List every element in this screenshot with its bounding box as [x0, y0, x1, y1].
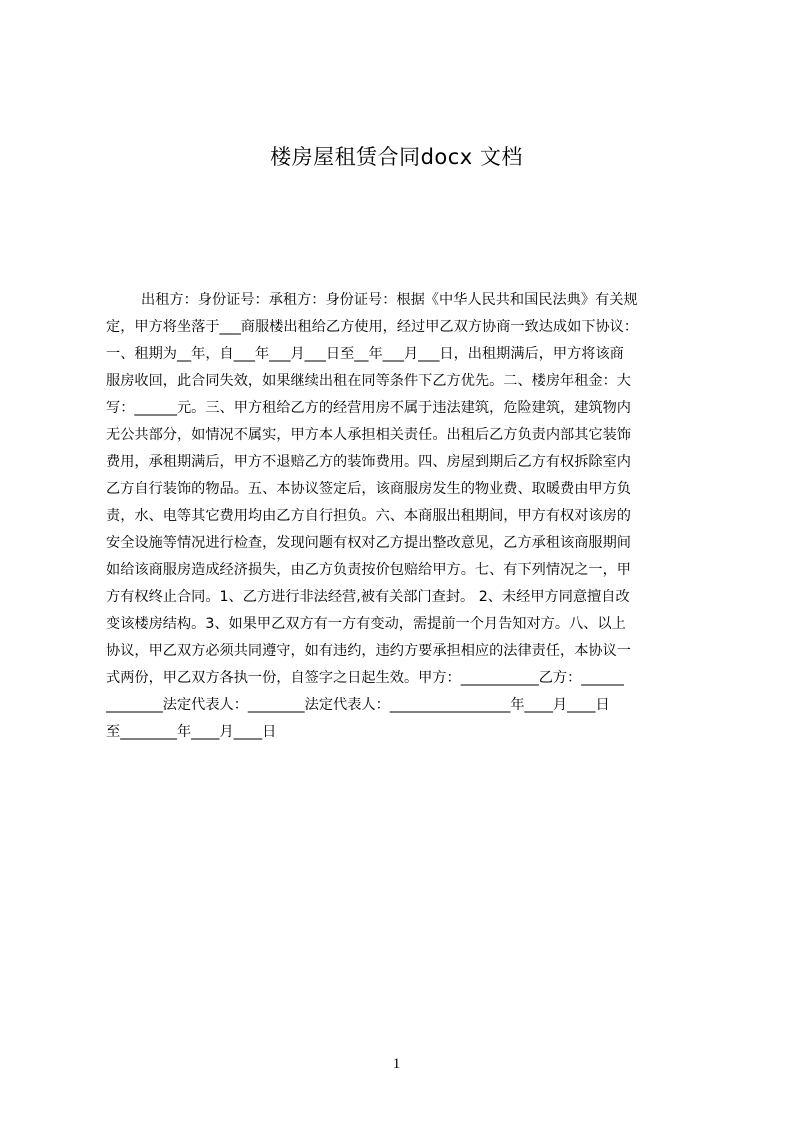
document-title: 楼房屋租赁合同docx 文档	[270, 145, 523, 169]
body-line: 安全设施等情况进行检查，发现问题有权对乙方提出整改意见，乙方承租该商服期间	[106, 535, 631, 551]
body-line: 式两份，甲乙双方各执一份，自签字之日起生效。甲方：___________乙方：______	[106, 670, 624, 686]
body-line: 协议，甲乙双方必须共同遵守，如有违约，违约方要承担相应的法律责任，本协议一	[106, 643, 631, 659]
body-line: 费用，承租期满后，甲方不退赔乙方的装饰费用。四、房屋到期后乙方有权拆除室内	[106, 454, 631, 470]
body-line: 乙方自行装饰的物品。五、本协议签定后，该商服房发生的物业费、取暖费由甲方负	[106, 481, 631, 497]
page-number: 1	[392, 1056, 401, 1072]
body-line: 写：______元。三、甲方租给乙方的经营用房不属于违法建筑，危险建筑，建筑物内	[106, 400, 631, 416]
body-line: 无公共部分，如情况不属实，甲方本人承担相关责任。出租后乙方负责内部其它装饰	[106, 427, 631, 443]
body-line: 一、租期为__年，自___年___月___日至__年___月___日，出租期满后，甲方将该商	[106, 346, 624, 362]
body-line: 至________年____月____日	[106, 724, 277, 740]
body-line: 责，水、电等其它费用均由乙方自行担负。六、本商服出租期间，甲方有权对该房的	[106, 508, 631, 524]
contract-body	[106, 290, 700, 749]
body-line: ________法定代表人：________法定代表人：_________________年____月____日	[106, 697, 610, 713]
body-line: 方有权终止合同。1、乙方进行非法经营,被有关部门查封。 2、未经甲方同意擅自改	[106, 589, 630, 605]
body-line: 定，甲方将坐落于___商服楼出租给乙方使用，经过甲乙双方协商一致达成如下协议：	[106, 319, 639, 335]
body-line: 服房收回，此合同失效，如果继续出租在同等条件下乙方优先。二、楼房年租金：大	[106, 373, 631, 389]
body-line: 变该楼房结构。3、如果甲乙双方有一方有变动，需提前一个月告知对方。八、以上	[106, 616, 626, 632]
body-line: 如给该商服房造成经济损失，由乙方负责按价包赔给甲方。七、有下列情况之一，甲	[106, 562, 631, 578]
body-line: 出租方：身份证号：承租方：身份证号：根据《中华人民共和国民法典》有关规	[141, 292, 638, 308]
